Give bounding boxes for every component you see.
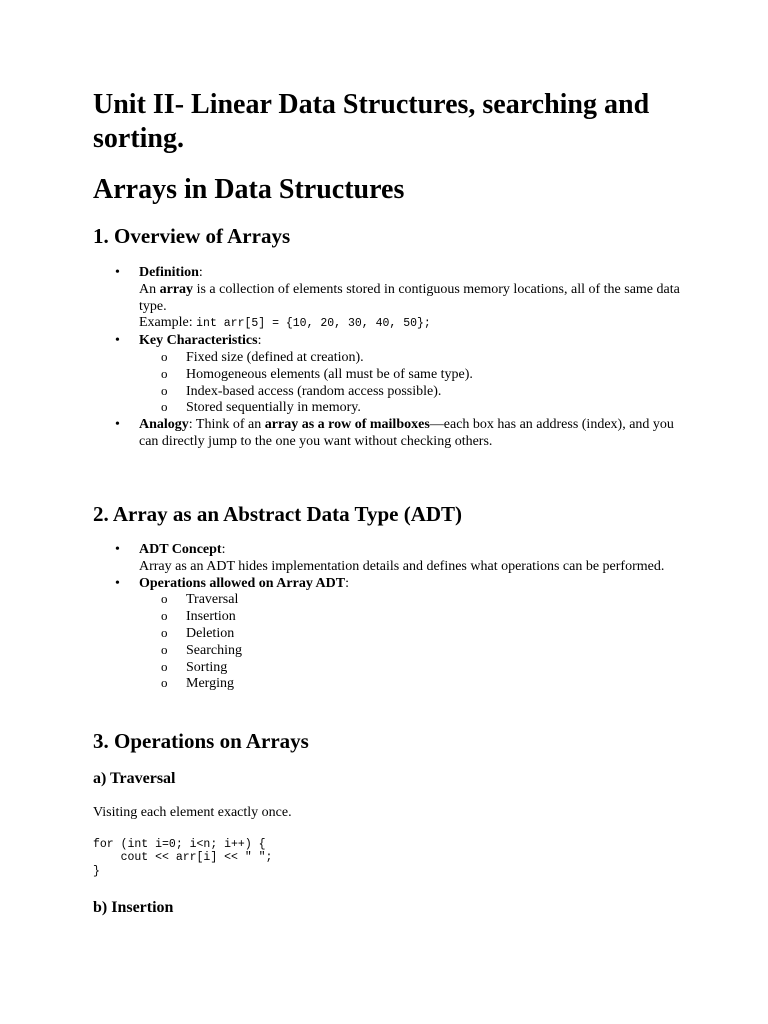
key-characteristics-sublist bbox=[139, 350, 693, 417]
operations-label: Operations allowed on Array ADT bbox=[139, 575, 346, 591]
definition-item: • Definition: An array is a collection of elements stored in contiguous memory locations, all of the same data type. Example: int arr[5] = {10, 20, 30, 40, 50}; bbox=[93, 265, 693, 333]
analogy-pre: : Think of an bbox=[188, 417, 265, 433]
example-label: Example: bbox=[139, 315, 197, 331]
key-characteristics-item: • Key Characteristics: o Fixed size (defined at creation). o Homogeneous elements (all must be of same type). o Index-based access (random access possible). o Stored sequentially in memory. bbox=[93, 333, 693, 417]
list-item: o Sorting bbox=[139, 660, 693, 677]
list-item: o Searching bbox=[139, 643, 693, 660]
traversal-text: Visiting each element exactly once. bbox=[93, 805, 292, 820]
analogy-bold: array as a row of mailboxes bbox=[264, 417, 430, 433]
unit-title: Unit II- Linear Data Structures, searching and sorting. bbox=[93, 89, 650, 154]
operations-sublist bbox=[139, 592, 693, 693]
list-item: o Index-based access (random access possible). bbox=[139, 384, 693, 401]
definition-pre: An bbox=[139, 281, 160, 297]
key-characteristics-label: Key Characteristics bbox=[139, 333, 258, 349]
analogy-label: Analogy bbox=[139, 417, 189, 433]
adt-concept-text: Array as an ADT hides implementation details and defines what operations can be performed. bbox=[139, 558, 665, 574]
adt-concept-label: ADT Concept bbox=[139, 542, 222, 557]
section-1-list bbox=[93, 265, 693, 451]
definition-text: is a collection of elements stored in contiguous memory locations, all of the same data type. bbox=[139, 281, 680, 314]
arrays-title: Arrays in Data Structures bbox=[93, 174, 405, 205]
example-code: int arr[5] = {10, 20, 30, 40, 50}; bbox=[196, 317, 431, 331]
analogy-item bbox=[93, 417, 693, 451]
insertion-subheading: b) Insertion bbox=[93, 899, 174, 916]
traversal-subheading: a) Traversal bbox=[93, 770, 176, 787]
list-item: o Homogeneous elements (all must be of same type). bbox=[139, 367, 693, 384]
traversal-code: for (int i=0; i<n; i++) { cout << arr[i] << " "; } bbox=[93, 838, 273, 878]
section-2-heading: 2. Array as an Abstract Data Type (ADT) bbox=[93, 502, 463, 526]
list-item: o Stored sequentially in memory. bbox=[139, 400, 693, 417]
section-1-heading: 1. Overview of Arrays bbox=[93, 224, 291, 248]
definition-bold: array bbox=[159, 281, 194, 297]
operations-item: • Operations allowed on Array ADT: o Traversal o Insertion o Deletion o Searching o Sorting o Merging bbox=[93, 576, 693, 694]
list-item: o Merging bbox=[139, 676, 693, 693]
section-2-list bbox=[93, 542, 693, 693]
list-item: o Deletion bbox=[139, 626, 693, 643]
section-3-heading: 3. Operations on Arrays bbox=[93, 729, 309, 753]
list-item: o Fixed size (defined at creation). bbox=[139, 350, 693, 367]
list-item: o Insertion bbox=[139, 609, 693, 626]
list-item: o Traversal bbox=[139, 592, 693, 609]
definition-label: Definition bbox=[139, 265, 199, 280]
analogy-text: —each box has an address (index), and you can directly jump to the one you want without checking others. bbox=[139, 417, 674, 449]
adt-concept-item: • ADT Concept: Array as an ADT hides implementation details and defines what operations can be performed. bbox=[93, 542, 693, 576]
